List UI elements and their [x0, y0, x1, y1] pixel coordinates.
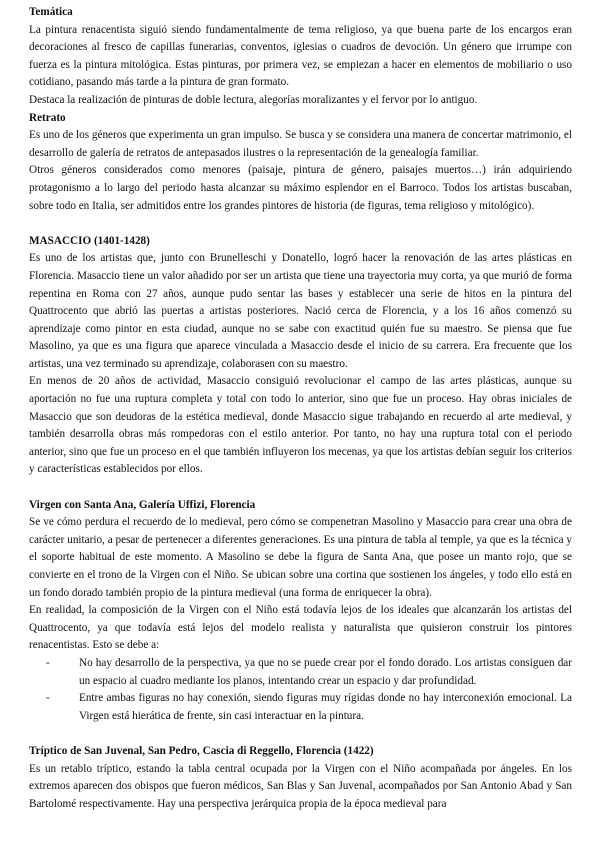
- section-title-triptico: Tríptico de San Juvenal, San Pedro, Cascia di Reggello, Florencia (1422): [29, 744, 374, 757]
- section-title-tematica: Temática: [29, 6, 73, 18]
- virgen-bullet-list: [29, 655, 572, 725]
- retrato-paragraph-1: Es uno de los géneros que experimenta un gran impulso. Se busca y se considera una manera de concertar matrimonio, el desarrollo de galería de retratos de antepasados ilustres o la representación de la genealogía familiar.: [29, 129, 572, 159]
- tematica-paragraph-1: La pintura renacentista siguió siendo fundamentalmente de tema religioso, ya que buena parte de los encargos eran decoraciones al fresco de capillas funerarias, conventos, iglesias o cuadros de devoción. Un género que irrumpe con fuerza es la pintura mitológica. Estas pinturas, por primera vez, se empiezan a hacer en elementos de mobiliario o uso cotidiano, pasando más tarde a la pintura de gran formato.: [29, 23, 572, 89]
- bullet-dash: -: [46, 656, 50, 669]
- bullet-text: No hay desarrollo de la perspectiva, ya que no se puede crear por el fondo dorado. Los artistas consiguen dar un espacio al cuadro mediante los planos, intentando crear un espacio y dar profundidad.: [79, 656, 572, 687]
- triptico-paragraph-1: Es un retablo tríptico, estando la tabla central ocupada por la Virgen con el Niño acompañada por ángeles. En los extremos aparecen dos obispos que fueron médicos, San Blas y San Juvenal, acompañados por San Antonio Abad y San Bartolomé respectivamente. Hay una perspectiva jerárquica propia de la época medieval para: [29, 762, 572, 810]
- list-item: [46, 690, 572, 725]
- tematica-paragraph-2: Destaca la realización de pinturas de doble lectura, alegorías moralizantes y el fervor por lo antiguo.: [29, 93, 478, 106]
- virgen-paragraph-1: Se ve cómo perdura el recuerdo de lo medieval, pero cómo se compenetran Masolino y Masaccio para crear una obra de carácter unitario, a pesar de pertenecer a diferentes generaciones. Es una pintura de tabla al temple, ya que es la técnica y el soporte habitual de este momento. A Masolino se debe la figura de Santa Ana, que posee un manto rojo, que se convierte en el trono de la Virgen con el Niño. Se ubican sobre una cortina que sostienen los ángeles, y todo ello está en un fondo dorado también propio de la pintura medieval (una forma de enriquecer la obra).: [29, 516, 572, 599]
- retrato-paragraph-2: Otros géneros considerados como menores (paisaje, pintura de género, paisajes muertos…) irán adquiriendo protagonismo a lo largo del periodo hasta alcanzar su máximo esplendor en el Barroco. Todos los artistas buscaban, sobre todo en Italia, ser admitidos entre los grandes pintores de historia (de figuras, tema religioso y mitológico).: [29, 164, 572, 212]
- bullet-dash: -: [46, 692, 50, 705]
- list-item: [46, 655, 572, 690]
- masaccio-paragraph-1: Es uno de los artistas que, junto con Brunelleschi y Donatello, logró hacer la renovación de las artes plásticas en Florencia. Masaccio tiene un valor añadido por ser un artista que tiene una trayectoria muy corta, ya que murió de forma repentina en Roma con 27 años, aunque pudo sentar las bases y establecer una serie de hitos en la pintura del Quattrocento que abrió las puertas a artistas posteriores. Nació cerca de Florencia, y a los 16 años comenzó su aprendizaje como pintor en esta ciudad, aunque no se sabe con exactitud quién fue su maestro. Se piensa que fue Masolino, ya que es una figura que aparece vinculada a Masaccio desde el inicio de su carrera. Era frecuente que los artistas, una vez terminado su aprendizaje, colaborasen con su maestro.: [29, 252, 572, 370]
- section-spacer: [29, 479, 572, 497]
- virgen-paragraph-2: En realidad, la composición de la Virgen con el Niño está todavía lejos de los ideales que alcanzarán los artistas del Quattrocento, ya que todavía está lejos del modelo realista y naturalista que quisieron construir los pintores renacentistas. Esto se debe a:: [29, 604, 572, 652]
- bullet-text: Entre ambas figuras no hay conexión, siendo figuras muy rígidas donde no hay interconexión emocional. La Virgen está hierática de frente, sin casi interactuar en la pintura.: [79, 692, 572, 722]
- section-title-masaccio: MASACCIO (1401-1428): [29, 234, 150, 247]
- section-spacer: [29, 725, 572, 743]
- masaccio-paragraph-2: En menos de 20 años de actividad, Masaccio consiguió revolucionar el campo de las artes plásticas, aunque su aportación no fue una ruptura completa y total con todo lo anterior, sino que fue un proceso. Hay obras iniciales de Masaccio que son deudoras de la estética medieval, donde Masaccio sigue trabajando en recuerdo al arte medieval, y también desarrolla obras más rompedoras con el estilo anterior. Por tanto, no hay una ruptura total con el periodo anterior, sino que fue un proceso en el que también influyeron los mecenas, ya que los artistas debían seguir los criterios y características establecidos por ellos.: [29, 375, 572, 476]
- section-spacer: [29, 215, 572, 233]
- section-title-virgen: Virgen con Santa Ana, Galería Uffizi, Florencia: [29, 498, 256, 511]
- section-title-retrato: Retrato: [29, 111, 66, 124]
